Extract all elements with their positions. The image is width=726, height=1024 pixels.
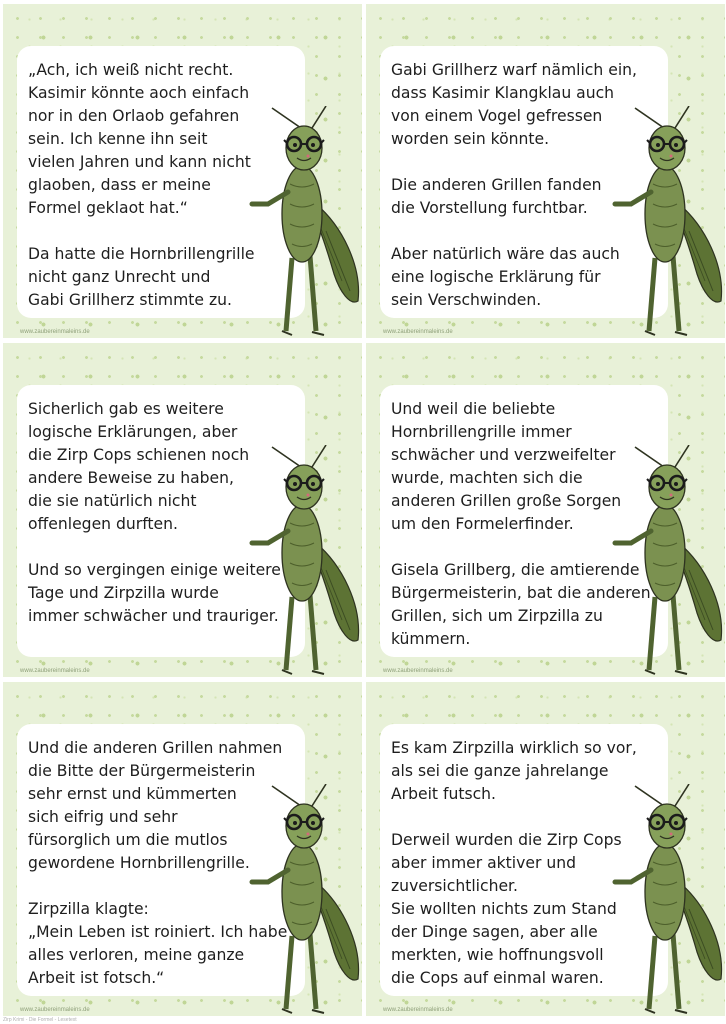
website-url: www.zaubereinmaleins.de xyxy=(383,329,453,335)
grasshopper-illustration xyxy=(609,106,725,338)
story-text: „Ach, ich weiß nicht recht. Kasimir könnte aoch einfach nor in den Orlaob gefahren sein. Ich kenne ihn seit vielen Jahren und kann nicht glaoben, dass er meine Formel geklaot hat.“ Da hatte die Hornbrillengrille nicht ganz Unrecht und Gabi Grillherz stimmte zu. xyxy=(28,61,255,309)
story-card-1 xyxy=(3,4,362,338)
grasshopper-illustration xyxy=(609,784,725,1016)
story-card-6 xyxy=(366,682,725,1016)
grasshopper-illustration xyxy=(246,784,362,1016)
story-text: Und weil die beliebte Hornbrillengrille immer schwächer und verzweifelter wurde, machten sich die anderen Grillen große Sorgen um den Formelerfinder. Gisela Grillberg, die amtierende Bürgermeisterin, bat die anderen Grillen, sich um Zirpzilla zu kümmern. xyxy=(391,400,651,648)
grasshopper-illustration xyxy=(246,445,362,677)
story-card-2 xyxy=(366,4,725,338)
story-text: Es kam Zirpzilla wirklich so vor, als sei die ganze jahrelange Arbeit futsch. Derweil wurden die Zirp Cops aber immer aktiver und zuversichtlicher. Sie wollten nichts zum Stand der Dinge sagen, aber alle merkten, wie hoffnungsvoll die Cops auf einmal waren. xyxy=(391,739,637,987)
website-url: www.zaubereinmaleins.de xyxy=(20,329,90,335)
story-text: Sicherlich gab es weitere logische Erklärungen, aber die Zirp Cops schienen noch andere Beweise zu haben, die sie natürlich nicht offenlegen durften. Und so vergingen einige weitere Tage und Zirpzilla wurde immer schwächer und trauriger. xyxy=(28,400,281,625)
website-url: www.zaubereinmaleins.de xyxy=(20,1007,90,1013)
grasshopper-illustration xyxy=(609,445,725,677)
story-card-5 xyxy=(3,682,362,1016)
story-text: Und die anderen Grillen nahmen die Bitte der Bürgermeisterin sehr ernst und kümmerten sich eifrig und sehr fürsorglich um die mutlos gewordene Hornbrillengrille. Zirpzilla klagte: „Mein Leben ist roiniert. Ich habe alles verloren, meine ganze Arbeit ist fotsch.“ xyxy=(28,739,288,987)
story-card-3 xyxy=(3,343,362,677)
website-url: www.zaubereinmaleins.de xyxy=(383,668,453,674)
story-text: Gabi Grillherz warf nämlich ein, dass Kasimir Klangklau auch von einem Vogel gefressen worden sein könnte. Die anderen Grillen fanden die Vorstellung furchtbar. Aber natürlich wäre das auch eine logische Erklärung für sein Verschwinden. xyxy=(391,61,637,309)
website-url: www.zaubereinmaleins.de xyxy=(20,668,90,674)
page-footer: Zirp Krimi - Die Formel - Lesetext xyxy=(3,1017,77,1023)
grasshopper-illustration xyxy=(246,106,362,338)
story-card-4 xyxy=(366,343,725,677)
website-url: www.zaubereinmaleins.de xyxy=(383,1007,453,1013)
